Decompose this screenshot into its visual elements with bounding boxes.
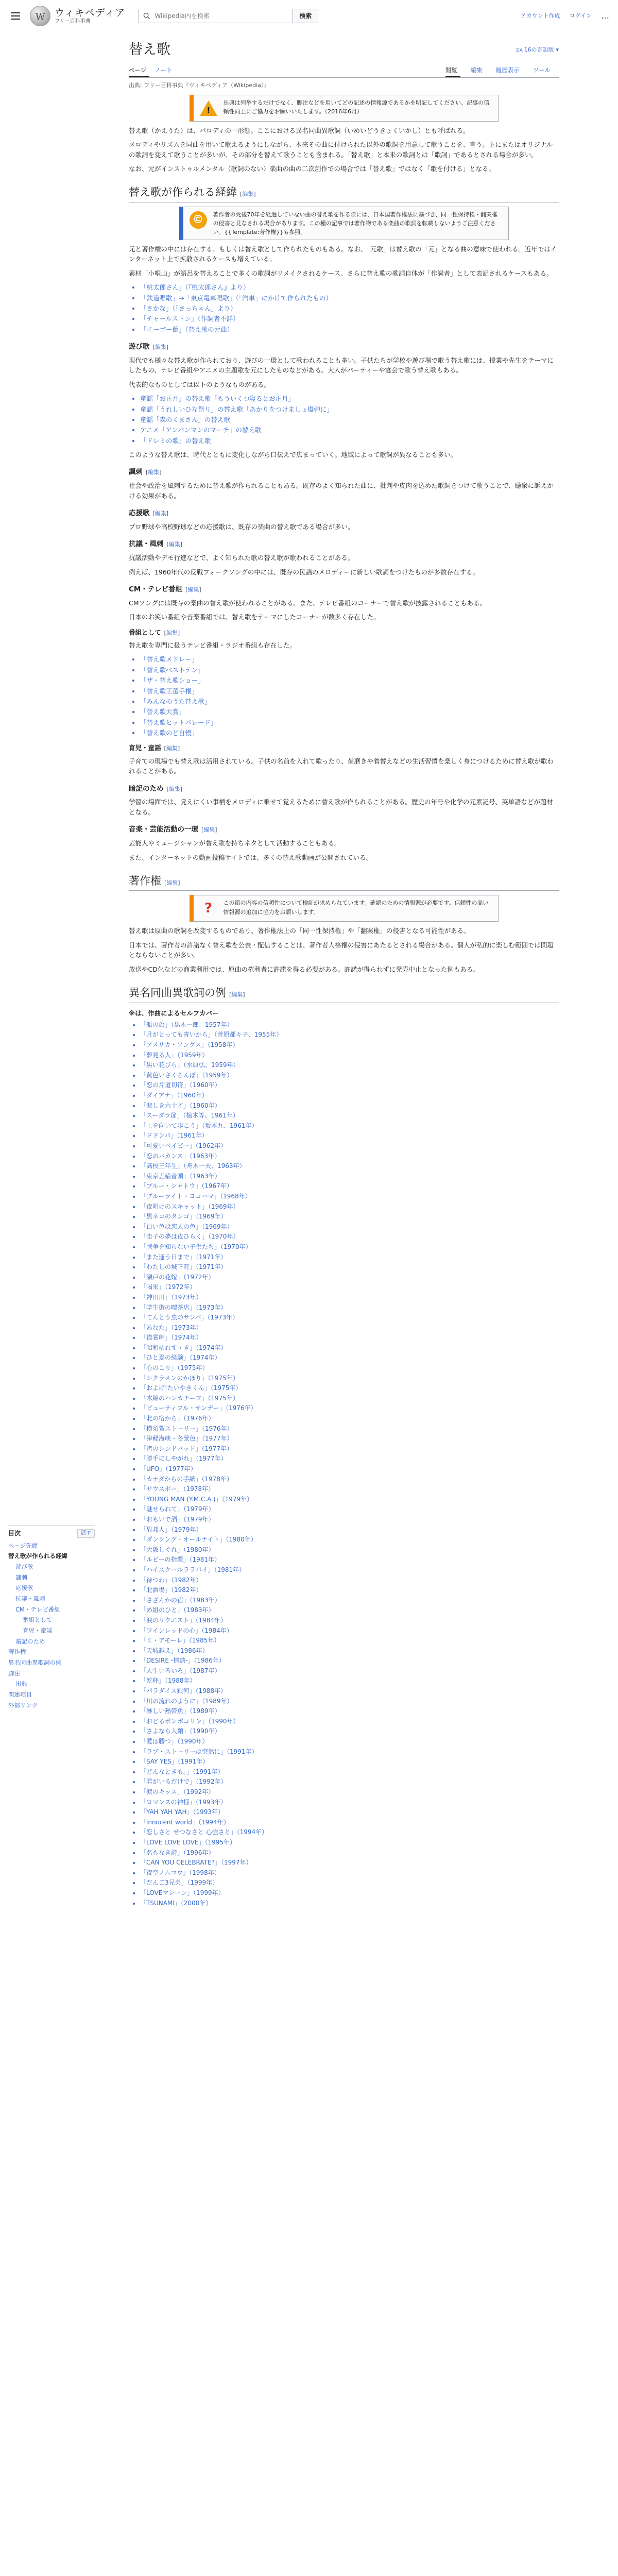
- song-item[interactable]: • 「YOUNG MAN (Y.M.C.A.)」（1979年）: [140, 1495, 559, 1504]
- list-item[interactable]: • 「ザ・替え歌ショー」: [140, 675, 559, 685]
- song-item[interactable]: • 「月がとっても青いから」（菅原都々子、1955年）: [140, 1030, 559, 1040]
- song-item[interactable]: • 「め組のひと」（1983年）: [140, 1605, 559, 1615]
- section-heading: 著作権 [編集]: [129, 873, 559, 891]
- song-item[interactable]: • 「津軽海峡・冬景色」（1977年）: [140, 1434, 559, 1444]
- search-field[interactable]: [139, 9, 293, 23]
- song-item[interactable]: • 「YAH YAH YAH」（1993年）: [140, 1807, 559, 1817]
- song-item[interactable]: • 「黒い花びら」（水原弘、1959年）: [140, 1060, 559, 1070]
- song-item[interactable]: • 「おもいで酒」（1979年）: [140, 1515, 559, 1524]
- song-item[interactable]: • 「異邦人」（1979年）: [140, 1525, 559, 1535]
- song-item[interactable]: • 「ドドンパ」（1961年）: [140, 1131, 559, 1141]
- song-item[interactable]: • 「戦争を知らない子供たち」（1970年）: [140, 1242, 559, 1252]
- section-paragraph: 子育ての現場でも替え歌は活用されている。子供の名前を入れて歌ったり、歯磨きや着替えなどの生活習慣を楽しく身につけるために替え歌が歌われることがある。: [129, 757, 554, 775]
- song-item[interactable]: • 「川の流れのように」（1989年）: [140, 1697, 559, 1706]
- song-item[interactable]: • 「CAN YOU CELEBRATE?」（1997年）: [140, 1858, 559, 1868]
- section-paragraph: このような替え歌は、時代とともに変化しながら口伝えで広まっていく。地域によって歌詞が異なることも多い。: [129, 451, 457, 459]
- tab-tools[interactable]: ツール: [533, 66, 551, 74]
- section-paragraph: また、インターネットの動画投稿サイトでは、多くの替え歌動画が公開されている。: [129, 853, 373, 861]
- song-item[interactable]: • 「カナダからの手紙」（1978年）: [140, 1475, 559, 1484]
- section-paragraph: 社会や政治を風刺するために替え歌が作られることもある。既存のよく知られた曲に、批判や皮肉を込めた歌詞をつけて歌うことで、聴衆に訴えかける効果がある。: [129, 482, 554, 500]
- song-item[interactable]: • 「UFO」（1977年）: [140, 1464, 559, 1474]
- logo-title: ウィキペディア: [55, 7, 126, 19]
- toc-item[interactable]: 抗議・風刺: [15, 1595, 45, 1602]
- section-paragraph: 素材「小唄山」が語呂を替えることで多くの歌詞がリメイクされるケース、さらに替え歌の歌詞自体が「作詞者」として表記されるケースもある。: [129, 269, 553, 277]
- search-button[interactable]: 検索: [293, 9, 318, 23]
- copyright-notice: [179, 207, 509, 240]
- list-item[interactable]: • 「桃太郎さん」（『桃太郎さん』より）: [140, 282, 559, 292]
- song-item[interactable]: • 「SAY YES」（1991年）: [140, 1757, 559, 1767]
- song-item[interactable]: • 「魅せられて」（1979年）: [140, 1504, 559, 1514]
- song-item[interactable]: • 「あなた」（1973年）: [140, 1323, 559, 1333]
- edit-section-link[interactable]: 編集: [168, 785, 180, 792]
- song-item[interactable]: • 「てんとう虫のサンバ」（1973年）: [140, 1313, 559, 1323]
- search-input[interactable]: [153, 12, 284, 20]
- edit-section-link[interactable]: 編集: [166, 879, 178, 886]
- list-item[interactable]: • 「ドレミの歌」の替え歌: [140, 436, 559, 446]
- main-menu-button[interactable]: [8, 9, 23, 23]
- song-item[interactable]: • 「ダイアナ」（1960年）: [140, 1091, 559, 1100]
- toc-item[interactable]: 替え歌が作られる経緯: [8, 1552, 67, 1560]
- edit-section-link[interactable]: 編集: [231, 991, 243, 998]
- list-item[interactable]: • 「替え歌王選手権」: [140, 686, 559, 696]
- edit-section-link[interactable]: 編集: [154, 344, 166, 351]
- toc-item[interactable]: 諷刺: [15, 1573, 27, 1581]
- sources-notice-text: 出典は列挙するだけでなく、脚注などを用いてどの記述の情報源であるかを明記してください。記事の信頼性向上にご協力をお願いいたします。（2016年6月）: [223, 99, 490, 115]
- disputed-notice-text: この節の内容の信頼性について検証が求められています。確認のための情報源が必要です。信頼性の高い情報源の追加に協力をお願いします。: [223, 900, 489, 916]
- song-item[interactable]: • 「大阪しぐれ」（1980年）: [140, 1545, 559, 1555]
- song-item[interactable]: • 「神田川」（1973年）: [140, 1293, 559, 1302]
- song-item[interactable]: • 「淋しい熱帯魚」（1989年）: [140, 1706, 559, 1716]
- song-item[interactable]: • 「襟裳岬」（1974年）: [140, 1333, 559, 1343]
- song-item[interactable]: • 「夜明けのスキャット」（1969年）: [140, 1202, 559, 1212]
- list-item[interactable]: • 童謡「森のくまさん」の替え歌: [140, 415, 559, 425]
- list-item[interactable]: • 「替え歌のど自慢」: [140, 728, 559, 738]
- song-item[interactable]: • 「名もなき詩」（1996年）: [140, 1848, 559, 1858]
- edit-section-link[interactable]: 編集: [166, 745, 178, 752]
- page-tabs: [129, 64, 559, 78]
- create-account-link[interactable]: アカウント作成: [520, 12, 560, 20]
- song-item[interactable]: • 「涙のリクエスト」（1984年）: [140, 1616, 559, 1625]
- song-item[interactable]: • 「innocent world」（1994年）: [140, 1818, 559, 1827]
- language-icon: [514, 46, 522, 54]
- intro-paragraph: なお、元がインストゥルメンタル（歌詞のない）楽曲の曲の二次創作での場合では「替え歌」ではなく「歌を付ける」となる。: [129, 165, 495, 173]
- song-item[interactable]: • 「北酒場」（1982年）: [140, 1585, 559, 1595]
- toc-item[interactable]: 異名同曲異歌詞の例: [8, 1658, 62, 1666]
- song-item[interactable]: • 「ラブ・ストーリーは突然に」（1991年）: [140, 1747, 559, 1757]
- song-item[interactable]: • 「黒ネコのタンゴ」（1969年）: [140, 1212, 559, 1222]
- list-item[interactable]: • 「チャールストン」（作詞者不詳）: [140, 314, 559, 324]
- toc-item[interactable]: 番組として: [23, 1616, 53, 1624]
- song-item[interactable]: • 「可愛いベイビー」（1962年）: [140, 1141, 559, 1151]
- song-item[interactable]: • 「喝采」（1972年）: [140, 1282, 559, 1292]
- song-item[interactable]: • 「サウスポー」（1978年）: [140, 1484, 559, 1494]
- search-icon: [143, 12, 150, 20]
- table-of-contents: [8, 1525, 95, 1719]
- subsection-heading: CM・テレビ番組 [編集]: [129, 585, 201, 594]
- list-item[interactable]: • 童謡「お正月」の替え歌「もういくつ寝るとお正月」: [140, 394, 559, 403]
- subsection-heading: 暗記のため [編集]: [129, 784, 183, 793]
- song-item[interactable]: • 「さよなら人類」（1990年）: [140, 1726, 559, 1736]
- hamburger-icon: [11, 12, 20, 13]
- song-item[interactable]: • 「黄色いさくらんぼ」（1959年）: [140, 1071, 559, 1080]
- user-links: [521, 10, 610, 23]
- section-paragraph: 替え歌は原曲の歌詞を改変するものであり、著作権法上の「同一性保持権」や「翻案権」の侵害となる可能性がある。: [129, 927, 470, 935]
- song-item[interactable]: • 「シクラメンのかほり」（1975年）: [140, 1374, 559, 1383]
- toc-item[interactable]: 脚注: [8, 1669, 20, 1677]
- song-item[interactable]: • 「だんご3兄弟」（1999年）: [140, 1878, 559, 1888]
- svg-text:文A: 文A: [515, 48, 523, 54]
- song-item[interactable]: • 「乾杯」（1988年）: [140, 1676, 559, 1686]
- song-item[interactable]: • 「また逢う日まで」（1971年）: [140, 1252, 559, 1262]
- list-item[interactable]: • 「替え歌大賞」: [140, 707, 559, 717]
- song-item[interactable]: • 「ハイスクールララバイ」（1981年）: [140, 1565, 559, 1575]
- song-item[interactable]: • 「およげ!たいやきくん」（1975年）: [140, 1383, 559, 1393]
- song-item[interactable]: • 「恋しさと せつなさと 心強さと」（1994年）: [140, 1827, 559, 1837]
- toc-hide-button[interactable]: 隠す: [77, 1529, 95, 1538]
- search-form: [139, 9, 318, 23]
- more-options-icon[interactable]: …: [601, 10, 610, 21]
- song-item[interactable]: • 「LOVEマシーン」（1999年）: [140, 1888, 559, 1898]
- song-item[interactable]: • 「ブルー・シャトウ」（1967年）: [140, 1181, 559, 1191]
- section-paragraph: 抗議活動やデモ行進などで、よく知られた歌の替え歌が歌われることがある。: [129, 554, 354, 562]
- song-item[interactable]: • 「勝手にしやがれ」（1977年）: [140, 1454, 559, 1464]
- song-item[interactable]: • 「夢見る人」（1959年）: [140, 1050, 559, 1060]
- edit-section-link[interactable]: 編集: [168, 541, 180, 548]
- examples-list: [140, 394, 559, 446]
- edit-section-link[interactable]: 編集: [187, 586, 199, 594]
- list-item[interactable]: • アニメ「アンパンマンのマーチ」の替え歌: [140, 425, 559, 435]
- section-heading: 替え歌が作られる経緯 [編集]: [129, 184, 559, 202]
- song-item[interactable]: • 「ビューティフル・サンデー」（1976年）: [140, 1403, 559, 1413]
- section-paragraph: 元と著作権の中には存在する、もしくは替え歌として作られたものもある。なお、「元歌」は替え歌の「元」となる曲の意味で使われる。近年ではインターネット上で拡散されるケースも増えている。: [129, 245, 557, 263]
- song-item[interactable]: • 「学生街の喫茶店」（1973年）: [140, 1303, 559, 1313]
- warning-icon: [200, 100, 217, 116]
- edit-section-link[interactable]: 編集: [148, 469, 160, 476]
- song-item[interactable]: • 「北の宿から」（1976年）: [140, 1414, 559, 1423]
- sources-notice: [190, 95, 499, 122]
- song-item[interactable]: • 「ダンシング・オールナイト」（1980年）: [140, 1535, 559, 1545]
- disputed-notice: [190, 895, 499, 922]
- song-item[interactable]: • 「横須賀ストーリー」（1976年）: [140, 1424, 559, 1434]
- song-item[interactable]: • 「わたしの城下町」（1971年）: [140, 1262, 559, 1272]
- subsection-heading: ※は、作曲によるセルフカバー: [129, 1009, 219, 1017]
- song-item[interactable]: • 「悲しき六十才」（1960年）: [140, 1101, 559, 1111]
- site-header: [0, 0, 618, 32]
- song-item[interactable]: • 「ルビーの指環」（1981年）: [140, 1555, 559, 1565]
- song-item[interactable]: • 「君がいるだけで」（1992年）: [140, 1777, 559, 1787]
- page-title: 替え歌: [129, 42, 170, 58]
- edit-section-link[interactable]: 編集: [166, 629, 178, 636]
- song-item[interactable]: • 「どんなときも。」（1991年）: [140, 1767, 559, 1777]
- toc-item[interactable]: 外部リンク: [8, 1701, 38, 1709]
- main-content: [129, 39, 559, 1912]
- song-item[interactable]: • 「ブルーライト・ヨコハマ」（1968年）: [140, 1192, 559, 1201]
- site-logo[interactable]: [30, 6, 125, 26]
- programs-list: [140, 654, 559, 738]
- song-item[interactable]: • 「心のこり」（1975年）: [140, 1363, 559, 1373]
- subsection-heading: 音楽・芸能活動の一環 [編集]: [129, 825, 217, 834]
- toc-list: [8, 1540, 95, 1711]
- song-item[interactable]: • 「木綿のハンカチーフ」（1975年）: [140, 1394, 559, 1403]
- section-paragraph: 例えば、1960年代の反戦フォークソングの中には、既存の民謡のメロディーに新しい歌詞をつけたものが多数存在する。: [129, 568, 479, 576]
- chevron-down-icon: ▾: [556, 46, 559, 54]
- song-item[interactable]: • 「ワインレッドの心」（1984年）: [140, 1626, 559, 1636]
- subsection-heading: 諷刺 [編集]: [129, 468, 162, 477]
- article-source-line: 出典: フリー百科事典『ウィキペディア（Wikipedia）』: [129, 81, 270, 89]
- toc-item[interactable]: 著作権: [8, 1648, 26, 1656]
- edit-section-link[interactable]: 編集: [203, 826, 215, 834]
- subsection-heading: 育児・童謡 [編集]: [129, 744, 180, 752]
- list-item[interactable]: • 「イーゴー節」（替え歌の元曲）: [140, 325, 559, 334]
- toc-item[interactable]: 遊び歌: [15, 1563, 33, 1570]
- song-item[interactable]: • 「船の旅」（黒木一郎、1957年）: [140, 1020, 559, 1030]
- copyright-notice-text: 著作者の死後70年を経過していない曲の替え歌を作る際には、日本国著作権法に基づき、同一性保持権・翻案権の侵害と見なされる場合があります。この種の記事では著作物である楽曲の歌詞を転載しないようご注意ください。{{Template:著作権}}も参照。: [213, 211, 498, 236]
- list-item[interactable]: • 「鉄道唱歌」→「東京電車唱歌」（「汽車」にかけて作られたもの）: [140, 293, 559, 303]
- song-item[interactable]: • 「上を向いて歩こう」（坂本九、1961年）: [140, 1121, 559, 1131]
- toc-item[interactable]: CM・テレビ番組: [15, 1605, 60, 1613]
- tab-edit[interactable]: 編集: [470, 66, 483, 74]
- section-paragraph: 日本では、著作者の許諾なく替え歌を公表・配信することは、著作者人格権の侵害にあたるとされる場合がある。個人が私的に楽しむ範囲では問題とならないことが多い。: [129, 941, 554, 959]
- song-item[interactable]: • 「LOVE LOVE LOVE」（1995年）: [140, 1838, 559, 1848]
- song-item[interactable]: • 「ミ・アモーレ」（1985年）: [140, 1636, 559, 1646]
- language-count: 16の言語版: [524, 46, 554, 54]
- section-paragraph: 日本のお笑い番組や音楽番組では、替え歌をテーマにしたコーナーが数多く存在した。: [129, 613, 380, 621]
- song-item[interactable]: • 「夜空ノムコウ」（1998年）: [140, 1868, 559, 1878]
- edit-section-link[interactable]: 編集: [242, 191, 254, 198]
- toc-item[interactable]: 暗記のため: [15, 1637, 45, 1645]
- tab-read[interactable]: 閲覧: [445, 66, 460, 77]
- subsection-heading: 抗議・風刺 [編集]: [129, 540, 183, 549]
- song-item[interactable]: • 「待つわ」（1982年）: [140, 1575, 559, 1585]
- song-item[interactable]: • 「瀬戸の花嫁」（1972年）: [140, 1273, 559, 1282]
- toc-item[interactable]: 関連項目: [8, 1691, 32, 1698]
- subsection-heading: 遊び歌 [編集]: [129, 343, 169, 351]
- examples-list: [140, 282, 559, 334]
- song-item[interactable]: • 「渚のシンドバッド」（1977年）: [140, 1444, 559, 1454]
- song-item[interactable]: • 「愛は勝つ」（1990年）: [140, 1737, 559, 1747]
- songs-list: [140, 1020, 559, 1908]
- question-icon: ?: [204, 901, 213, 917]
- language-selector[interactable]: [514, 45, 559, 54]
- section-paragraph: 放送やCD化などの商業利用では、原曲の権利者に許諾を得る必要がある。許諾が得られずに発売中止となった例もある。: [129, 965, 479, 973]
- song-item[interactable]: • 「昭和枯れすゝき」（1974年）: [140, 1343, 559, 1353]
- song-item[interactable]: • 「ロマンスの神様」（1993年）: [140, 1798, 559, 1807]
- song-item[interactable]: • 「人生いろいろ」（1987年）: [140, 1666, 559, 1676]
- song-item[interactable]: • 「白い色は恋人の色」（1969年）: [140, 1222, 559, 1232]
- section-paragraph: 代表的なものとしては以下のようなものがある。: [129, 380, 271, 388]
- list-item[interactable]: • 「替え歌ヒットパレード」: [140, 718, 559, 727]
- song-item[interactable]: • 「高校三年生」（舟木一夫、1963年）: [140, 1161, 559, 1171]
- toc-item[interactable]: ページ先頭: [8, 1541, 38, 1549]
- list-item[interactable]: • 「替え歌メドレー」: [140, 654, 559, 664]
- list-item[interactable]: • 「さかな」（「さっちゃん」より）: [140, 303, 559, 313]
- song-item[interactable]: • 「天城越え」（1986年）: [140, 1646, 559, 1656]
- list-item[interactable]: • 「替え歌ベストテン」: [140, 665, 559, 675]
- section-paragraph: 芸能人やミュージシャンが替え歌を持ちネタとして活動することもある。: [129, 839, 341, 848]
- song-item[interactable]: • 「おどるポンポコリン」（1990年）: [140, 1717, 559, 1726]
- song-item[interactable]: • 「涙のキッス」（1992年）: [140, 1787, 559, 1797]
- song-item[interactable]: • 「パラダイス銀河」（1988年）: [140, 1686, 559, 1696]
- intro-paragraph: メロディやリズムを同曲を用いて歌えるようにしながら、本来その曲に付けられた以外の歌詞を用意して歌うことを、言う。主にまたはオリジナルの歌詞を変えて歌うことが多いが、その部分を替えて歌うことも含まれる。「替え歌」と本来の歌詞とは「歌詞」であるとされる場合が多い。: [129, 141, 553, 159]
- list-item[interactable]: • 「みんなのうた替え歌」: [140, 697, 559, 706]
- copyright-icon: ©: [190, 211, 207, 229]
- login-link[interactable]: ログイン: [569, 12, 592, 20]
- song-item[interactable]: • 「ひと夏の経験」（1974年）: [140, 1353, 559, 1363]
- subsection-heading: 応援歌 [編集]: [129, 509, 169, 518]
- toc-item[interactable]: 育児・童謡: [23, 1626, 53, 1634]
- subsection-heading: 番組として [編集]: [129, 628, 180, 636]
- toc-title: 目次: [8, 1530, 21, 1537]
- toc-item[interactable]: 応援歌: [15, 1584, 33, 1592]
- list-item[interactable]: • 童謡「うれしいひな祭り」の替え歌「あかりをつけましょ爆弾に」: [140, 404, 559, 414]
- section-paragraph: CMソングには既存の楽曲の替え歌が使われることがある。また、テレビ番組のコーナーで替え歌が披露されることもある。: [129, 599, 487, 607]
- toc-item[interactable]: 出典: [15, 1680, 27, 1688]
- section-paragraph: 替え歌を専門に扱うテレビ番組・ラジオ番組も存在した。: [129, 641, 296, 650]
- section-heading: 異名同曲異歌詞の例 [編集]: [129, 985, 559, 1003]
- song-item[interactable]: • 「恋のバカンス」（1963年）: [140, 1151, 559, 1161]
- tab-talk[interactable]: ノート: [154, 66, 173, 74]
- song-item[interactable]: • 「アメリカ・ソングス」（1958年）: [140, 1040, 559, 1050]
- section-paragraph: 現代でも様々な替え歌が作られており、遊びの一環として歌われることも多い。子供たちが学校や遊び場で歌う替え歌には、授業や先生をテーマにしたもの、テレビ番組やアニメの主題歌を元にしたものなどがある。大人がパーティーや宴会で歌う替え歌もある。: [129, 357, 554, 375]
- song-item[interactable]: • 「圭子の夢は夜ひらく」（1970年）: [140, 1232, 559, 1242]
- tab-history[interactable]: 履歴表示: [495, 66, 520, 74]
- song-item[interactable]: • 「スーダラ節」（植木等、1961年）: [140, 1111, 559, 1121]
- song-item[interactable]: • 「TSUNAMI」（2000年）: [140, 1899, 559, 1908]
- intro-paragraph: 替え歌（かえうた）は、パロディの一形態。ここにおける異名同曲異歌詞（いめいどうきょくいかし）とも呼ばれる。: [129, 126, 470, 134]
- song-item[interactable]: • 「さざんかの宿」（1983年）: [140, 1596, 559, 1605]
- edit-section-link[interactable]: 編集: [154, 510, 166, 517]
- logo-tagline: フリー百科事典: [55, 18, 91, 24]
- wikipedia-globe-icon: [30, 6, 50, 26]
- tab-page[interactable]: ページ: [129, 66, 149, 77]
- section-paragraph: プロ野球や高校野球などの応援歌は、既存の楽曲の替え歌である場合が多い。: [129, 522, 354, 531]
- song-item[interactable]: • 「DESIRE -情熱-」（1986年）: [140, 1656, 559, 1666]
- song-item[interactable]: • 「東京五輪音頭」（1963年）: [140, 1172, 559, 1181]
- song-item[interactable]: • 「恋の片道切符」（1960年）: [140, 1080, 559, 1090]
- section-paragraph: 学習の場面では、覚えにくい事柄をメロディに乗せて覚えるために替え歌が作られることがある。歴史の年号や化学の元素記号、英単語などが題材となる。: [129, 798, 554, 816]
